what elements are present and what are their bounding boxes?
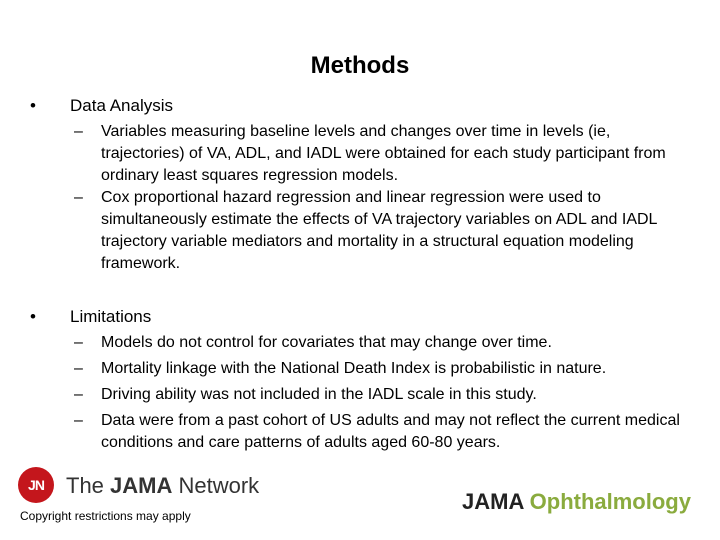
section-heading: Limitations xyxy=(70,307,152,326)
list-item xyxy=(74,410,684,454)
list-item xyxy=(74,332,684,354)
list-item-text: Mortality linkage with the National Death Index is probabilistic in nature. xyxy=(101,360,607,377)
network-jama: JAMA xyxy=(110,473,173,498)
jama-ophthalmology-logo xyxy=(462,489,691,515)
list-item-text: Data were from a past cohort of US adults and may not reflect the current medical conditions and care patterns of adults aged 60-80 years. xyxy=(101,412,680,451)
dash-icon: – xyxy=(74,123,83,140)
dash-icon: – xyxy=(74,386,83,403)
list-item xyxy=(74,358,684,380)
journal-jama: JAMA xyxy=(462,489,530,514)
dash-icon: – xyxy=(74,334,83,351)
network-rest: Network xyxy=(172,473,260,498)
bullet-icon: • xyxy=(30,307,36,326)
copyright-notice: Copyright restrictions may apply xyxy=(20,509,191,523)
list-item xyxy=(74,121,684,187)
jama-network-logo-icon: JN xyxy=(18,467,54,503)
list-item-text: Variables measuring baseline levels and changes over time in levels (ie, trajectories) of VA, ADL, and IADL were obtained for each study participant from ordinary least squares regression models. xyxy=(101,123,666,184)
network-the: The xyxy=(66,473,111,498)
bullet-icon: • xyxy=(30,96,36,115)
section-heading: Data Analysis xyxy=(70,96,173,115)
dash-icon: – xyxy=(74,189,83,206)
journal-name: Ophthalmology xyxy=(529,489,691,514)
list-item xyxy=(74,187,684,275)
dash-icon: – xyxy=(74,412,83,429)
list-item-text: Driving ability was not included in the IADL scale in this study. xyxy=(101,386,537,403)
list-item-text: Cox proportional hazard regression and linear regression were used to simultaneously estimate the effects of VA trajectory variables on ADL and IADL trajectory variable mediators and mortality in a structural equation modeling framework. xyxy=(101,189,657,272)
page-title: Methods xyxy=(310,52,410,79)
dash-icon: – xyxy=(74,360,83,377)
list-item-text: Models do not control for covariates that may change over time. xyxy=(101,334,552,351)
jama-network-wordmark xyxy=(66,473,259,499)
list-item xyxy=(74,384,684,406)
